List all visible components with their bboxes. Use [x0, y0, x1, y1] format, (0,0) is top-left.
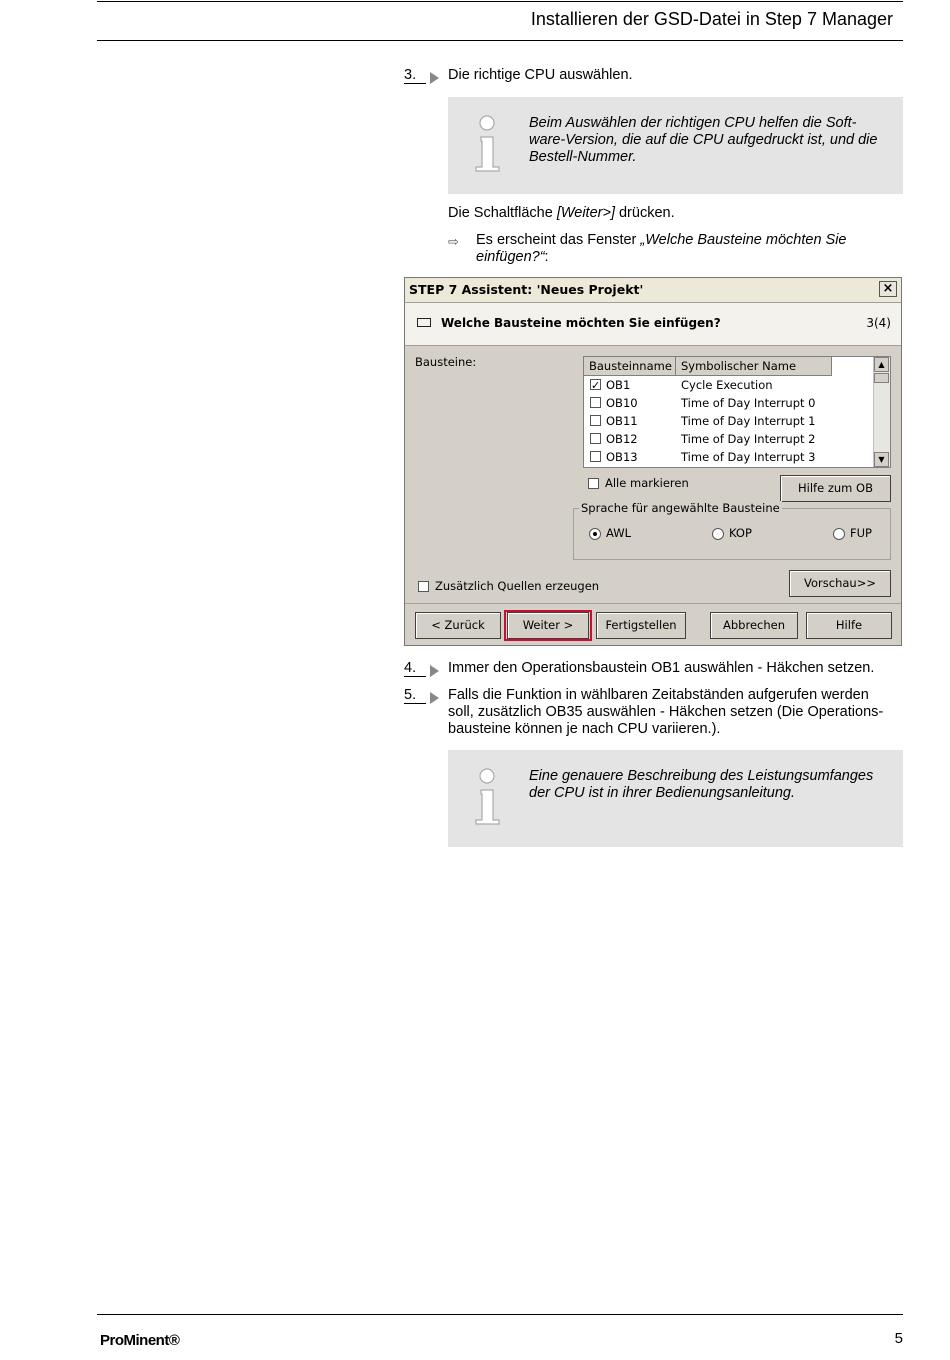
- step-arrow-icon: [430, 692, 439, 704]
- block-checkbox[interactable]: [590, 451, 601, 462]
- kop-radio[interactable]: [712, 528, 724, 540]
- table-row[interactable]: [584, 412, 874, 430]
- column-header-symbol[interactable]: Symbolischer Name: [676, 357, 832, 376]
- sources-checkbox[interactable]: [418, 581, 429, 592]
- table-row[interactable]: [584, 430, 874, 448]
- cancel-button[interactable]: Abbrechen: [710, 612, 798, 639]
- result-arrow-icon: ⇨: [448, 234, 459, 249]
- prominent-logo: ProMinent®: [100, 1332, 180, 1349]
- footer-rule: [97, 1314, 903, 1315]
- step-text: Immer den Operationsbaustein OB1 auswählen - Häkchen setzen.: [448, 660, 875, 676]
- step-text: Falls die Funktion in wählbaren Zeitabständen aufgerufen werden soll, zusätzlich OB35 auswählen - Häkchen setzen (Die Operations- bausteine können je nach CPU variieren.).: [448, 687, 884, 737]
- step-number: 5.: [404, 687, 426, 704]
- fup-label: FUP: [850, 526, 872, 540]
- block-icon: [417, 318, 431, 327]
- step-text: Die richtige CPU auswählen.: [448, 67, 633, 83]
- note-text: Beim Auswählen der richtigen CPU helfen die Soft- ware-Version, die auf die CPU aufgedruckt ist, und die Bestell-Nummer.: [529, 115, 878, 165]
- step-number: 4.: [404, 660, 426, 677]
- block-name: OB10: [606, 396, 638, 410]
- awl-label: AWL: [606, 526, 632, 540]
- block-symbol: Cycle Execution: [681, 378, 773, 392]
- header-top-rule: [97, 1, 903, 2]
- select-all-checkbox[interactable]: [588, 478, 599, 489]
- step7-assistant-dialog: [404, 277, 902, 646]
- instruction-text: Die Schaltfläche [Weiter>] drücken.: [448, 205, 675, 221]
- block-checkbox[interactable]: [590, 397, 601, 408]
- help-ob-button[interactable]: Hilfe zum OB: [780, 475, 891, 502]
- info-note: [448, 97, 903, 194]
- block-name: OB12: [606, 432, 638, 446]
- step-number: 3.: [404, 67, 426, 84]
- back-button[interactable]: < Zurück: [415, 612, 501, 639]
- info-note: [448, 750, 903, 847]
- language-group-label: Sprache für angewählte Bausteine: [581, 501, 780, 515]
- preview-button[interactable]: Vorschau>>: [789, 570, 891, 597]
- page-number: 5: [894, 1330, 903, 1347]
- info-icon: [472, 768, 506, 828]
- block-symbol: Time of Day Interrupt 3: [681, 450, 816, 464]
- table-row[interactable]: [584, 376, 874, 394]
- close-icon[interactable]: ×: [879, 281, 897, 297]
- next-button[interactable]: Weiter >: [507, 612, 589, 639]
- table-row[interactable]: [584, 394, 874, 412]
- scroll-up-icon[interactable]: ▲: [874, 357, 889, 372]
- button-bar-separator: [405, 603, 901, 604]
- dialog-header: [405, 303, 901, 346]
- help-button[interactable]: Hilfe: [806, 612, 892, 639]
- note-text: Eine genauere Beschreibung des Leistungsumfanges der CPU ist in ihrer Bedienungsanleitung.: [529, 768, 874, 801]
- select-all-label: Alle markieren: [605, 476, 689, 490]
- block-symbol: Time of Day Interrupt 1: [681, 414, 816, 428]
- header-bottom-rule: [97, 40, 903, 41]
- kop-label: KOP: [729, 526, 752, 540]
- result-text: Es erscheint das Fenster „Welche Bausteine möchten Sie einfügen?“:: [476, 232, 847, 265]
- block-checkbox[interactable]: [590, 415, 601, 426]
- page-header-title: Installieren der GSD-Datei in Step 7 Manager: [530, 9, 893, 29]
- block-checkbox[interactable]: [590, 379, 601, 390]
- table-row[interactable]: [584, 448, 874, 466]
- block-symbol: Time of Day Interrupt 0: [681, 396, 816, 410]
- dialog-heading: Welche Bausteine möchten Sie einfügen?: [441, 316, 721, 330]
- block-name: OB1: [606, 378, 631, 392]
- dialog-title: STEP 7 Assistent: 'Neues Projekt': [409, 282, 644, 297]
- step-arrow-icon: [430, 665, 439, 677]
- dialog-titlebar: [405, 278, 901, 303]
- list-scrollbar[interactable]: [873, 357, 890, 467]
- block-symbol: Time of Day Interrupt 2: [681, 432, 816, 446]
- language-group: [573, 501, 891, 560]
- dialog-page-indicator: 3(4): [866, 316, 891, 330]
- blocks-label: Bausteine:: [415, 355, 477, 369]
- scroll-down-icon[interactable]: ▼: [874, 452, 889, 467]
- blocks-list[interactable]: [583, 356, 891, 468]
- awl-radio[interactable]: [589, 528, 601, 540]
- block-checkbox[interactable]: [590, 433, 601, 444]
- scroll-thumb[interactable]: [874, 373, 889, 383]
- fup-radio[interactable]: [833, 528, 845, 540]
- next-button-highlight: [504, 610, 592, 641]
- info-icon: [472, 115, 506, 175]
- sources-label: Zusätzlich Quellen erzeugen: [435, 579, 600, 593]
- finish-button[interactable]: Fertigstellen: [596, 612, 686, 639]
- block-name: OB11: [606, 414, 638, 428]
- block-name: OB13: [606, 450, 638, 464]
- column-header-name[interactable]: Bausteinname: [584, 357, 676, 376]
- step-arrow-icon: [430, 72, 439, 84]
